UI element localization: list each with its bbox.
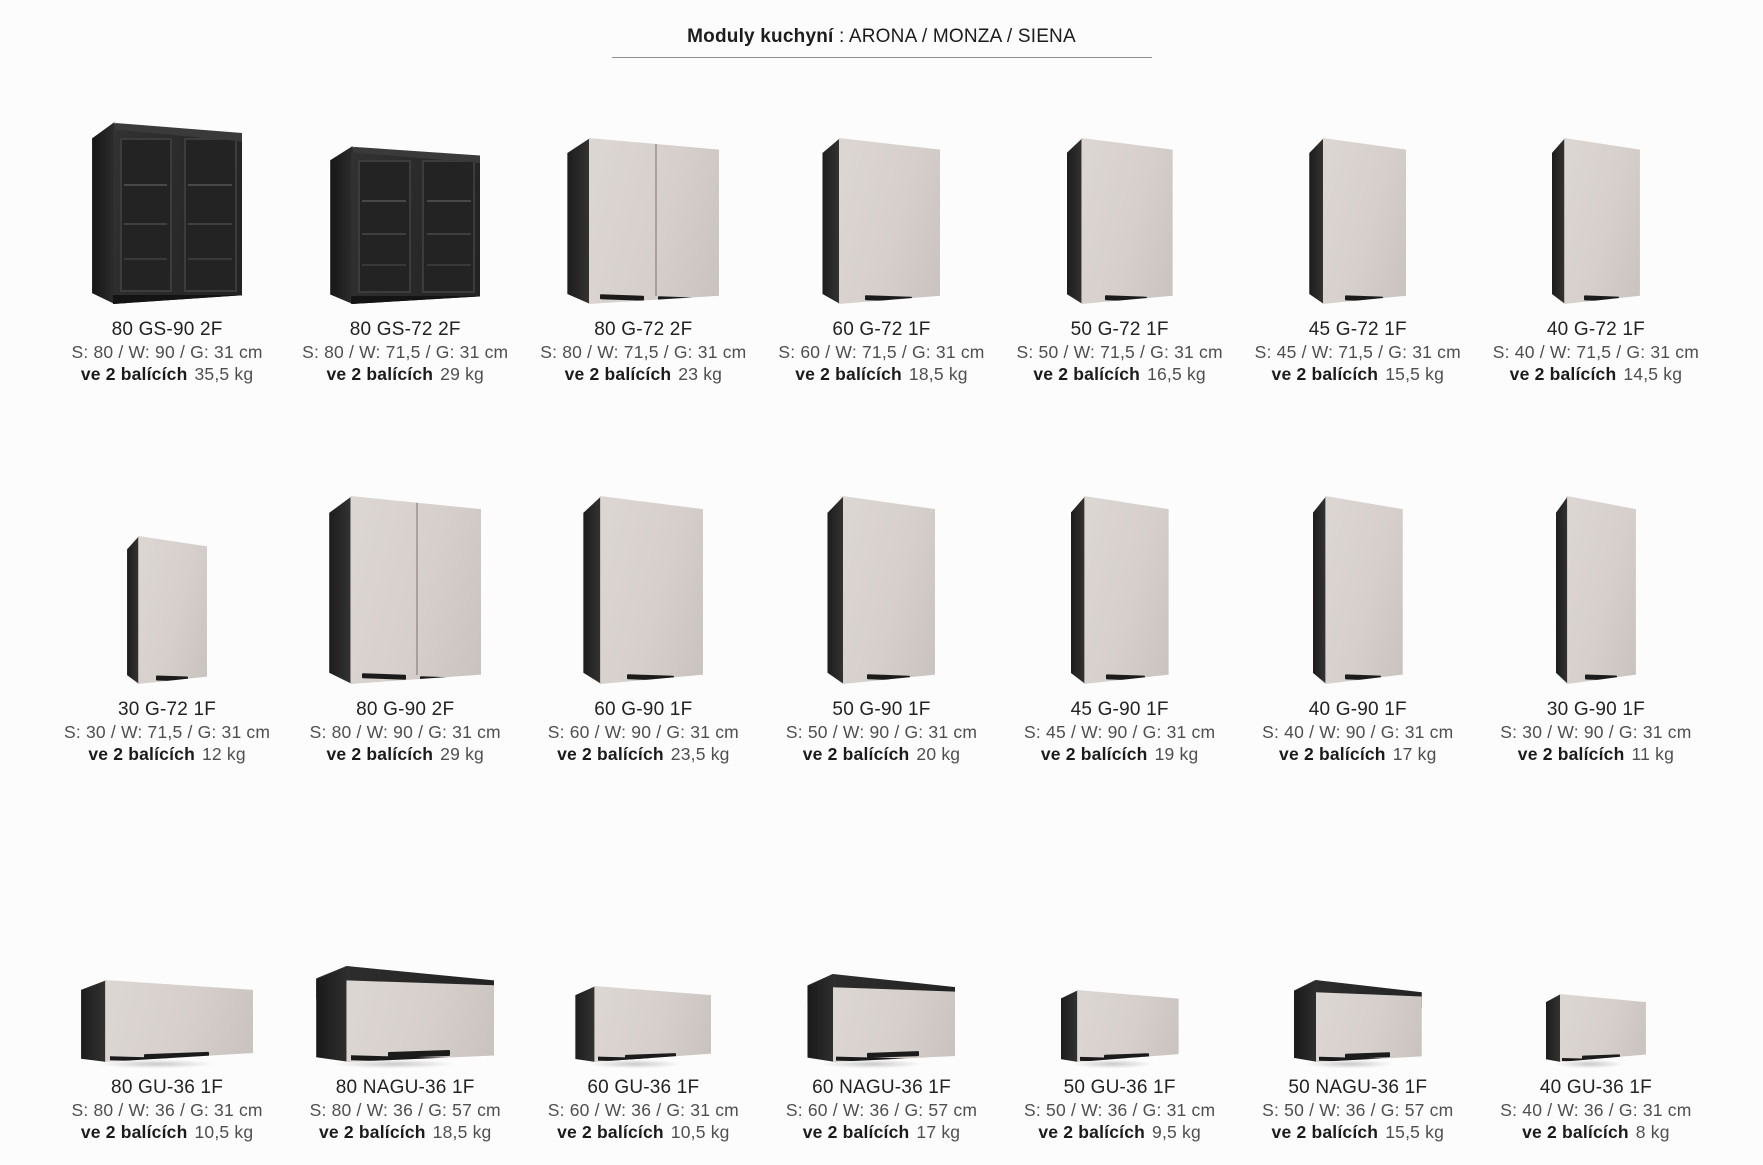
product-card <box>48 428 286 764</box>
product-dims: S: 60 / W: 36 / G: 57 cm <box>785 1100 978 1120</box>
product-name: 80 GS-90 2F <box>111 319 223 340</box>
cabinet-image <box>583 496 703 684</box>
cabinet-front <box>1323 138 1406 304</box>
product-name: 50 GU-36 1F <box>1063 1077 1176 1098</box>
product-name: 30 G-72 1F <box>118 699 217 720</box>
product-pack <box>778 364 984 384</box>
cabinet-front <box>1077 990 1178 1062</box>
product-dims: S: 40 / W: 71,5 / G: 31 cm <box>1492 342 1700 362</box>
cabinet-front <box>1564 138 1640 304</box>
pack-label: ve 2 balících <box>557 1122 664 1142</box>
cabinet-image <box>1556 496 1636 684</box>
cabinet-side-panel <box>329 496 352 684</box>
product-card <box>524 804 762 1142</box>
product-info <box>1262 700 1453 764</box>
product-dims: S: 80 / W: 71,5 / G: 31 cm <box>540 342 747 362</box>
pack-label: ve 2 balících <box>80 364 188 384</box>
product-card <box>762 92 1000 384</box>
product-info <box>310 1078 501 1142</box>
cabinet-side-panel <box>1309 138 1324 304</box>
cabinet-side-panel <box>822 138 840 304</box>
product-pack <box>71 1122 262 1142</box>
door-handle-right <box>658 297 702 304</box>
pack-weight: 8 kg <box>1635 1122 1670 1142</box>
door-handle-left <box>1105 295 1147 301</box>
product-card <box>1001 428 1239 764</box>
cabinet-side-panel <box>583 496 601 684</box>
cabinet-side-panel <box>1071 496 1086 684</box>
cabinet-image <box>127 536 207 684</box>
product-pack <box>1017 364 1223 384</box>
door-handle-right <box>420 676 464 683</box>
product-info <box>540 320 746 384</box>
product-pack <box>1262 1122 1453 1142</box>
pack-weight: 20 kg <box>916 744 961 764</box>
product-card <box>1239 428 1477 764</box>
product-dims: S: 50 / W: 71,5 / G: 31 cm <box>1016 342 1223 362</box>
cabinet-image <box>1294 980 1422 1062</box>
cabinet-front <box>351 152 480 304</box>
door-divider <box>416 499 418 675</box>
product-card <box>762 804 1000 1142</box>
door-handle-left <box>1106 675 1145 681</box>
cabinet-front <box>589 138 720 304</box>
cabinet-image <box>575 986 711 1062</box>
cabinet-front <box>594 986 711 1062</box>
cabinet-image <box>81 980 253 1062</box>
product-card <box>524 92 762 384</box>
product-dims: S: 60 / W: 90 / G: 31 cm <box>547 722 739 742</box>
product-dims: S: 80 / W: 90 / G: 31 cm <box>71 342 263 362</box>
pack-label: ve 2 balících <box>1033 364 1141 384</box>
product-name: 60 G-90 1F <box>594 699 693 720</box>
door-handle-left <box>144 1052 209 1059</box>
product-pack <box>786 744 977 764</box>
pack-weight: 17 kg <box>916 1122 961 1142</box>
cabinet-side-panel <box>807 974 835 1062</box>
product-name: 40 GU-36 1F <box>1539 1077 1652 1098</box>
pack-weight: 18,5 kg <box>432 1122 492 1142</box>
cabinet-side-panel <box>127 536 139 684</box>
product-info <box>1024 700 1215 764</box>
cabinet-side-panel <box>1294 980 1318 1062</box>
door-handle-left <box>867 675 910 681</box>
glass-door-left <box>358 160 411 294</box>
pack-label: ve 2 balících <box>318 1122 426 1142</box>
product-info <box>548 700 739 764</box>
product-card <box>48 804 286 1142</box>
cabinet-front <box>105 980 253 1062</box>
pack-weight: 19 kg <box>1154 744 1199 764</box>
product-name: 40 G-90 1F <box>1308 699 1407 720</box>
product-pack <box>1500 744 1691 764</box>
cabinet-front <box>138 536 207 684</box>
cabinet-image <box>1546 994 1646 1062</box>
pack-label: ve 2 balících <box>1509 364 1617 384</box>
cabinet-image <box>329 496 481 684</box>
cabinet-side-panel <box>1556 496 1568 684</box>
product-info <box>64 700 270 764</box>
pack-label: ve 2 balících <box>802 1122 910 1142</box>
pack-label: ve 2 balících <box>795 364 902 384</box>
product-name: 60 G-72 1F <box>832 319 931 340</box>
cabinet-front <box>1567 496 1636 684</box>
pack-weight: 35,5 kg <box>194 364 254 384</box>
cabinet-front <box>1084 496 1168 684</box>
product-dims: S: 50 / W: 36 / G: 57 cm <box>1262 1100 1454 1120</box>
cabinet-image <box>1309 138 1406 304</box>
product-pack <box>310 744 501 764</box>
product-info <box>1500 700 1691 764</box>
cabinet-image <box>567 138 719 304</box>
pack-weight: 12 kg <box>202 744 246 764</box>
door-handle-left <box>388 1050 450 1058</box>
product-pack <box>548 744 739 764</box>
cabinet-image <box>1552 138 1640 304</box>
pack-weight: 16,5 kg <box>1147 364 1206 384</box>
product-card <box>1239 804 1477 1142</box>
cabinet-side-panel <box>330 146 353 304</box>
product-info <box>302 320 508 384</box>
pack-label: ve 2 balících <box>1517 744 1625 764</box>
product-info <box>1493 320 1699 384</box>
door-handle-left <box>1584 295 1619 301</box>
pack-weight: 9,5 kg <box>1152 1122 1201 1142</box>
door-handle-left <box>1345 295 1383 301</box>
pack-weight: 18,5 kg <box>908 364 968 384</box>
product-card <box>1477 804 1715 1142</box>
product-dims: S: 40 / W: 90 / G: 31 cm <box>1262 722 1454 742</box>
cabinet-front <box>1081 138 1172 304</box>
cabinet-side-panel <box>92 122 115 304</box>
product-info <box>310 700 501 764</box>
product-info <box>1024 1078 1215 1142</box>
product-card <box>48 92 286 384</box>
pack-weight: 29 kg <box>440 364 484 384</box>
pack-weight: 23 kg <box>678 364 723 384</box>
product-name: 60 GU-36 1F <box>587 1077 700 1098</box>
product-info <box>1255 320 1461 384</box>
pack-label: ve 2 balících <box>88 744 195 764</box>
cabinet-side-panel <box>1552 138 1565 304</box>
product-info <box>1262 1078 1453 1142</box>
product-card <box>1001 92 1239 384</box>
product-card <box>286 428 524 764</box>
pack-weight: 23,5 kg <box>670 744 730 764</box>
pack-label: ve 2 balících <box>557 744 664 764</box>
cabinet-front <box>1316 992 1422 1062</box>
door-handle-left <box>867 1051 919 1058</box>
product-pack <box>64 744 270 764</box>
product-name: 80 GU-36 1F <box>111 1077 224 1098</box>
cabinet-image <box>1071 496 1169 684</box>
product-name: 60 NAGU-36 1F <box>812 1077 951 1098</box>
product-name: 80 NAGU-36 1F <box>335 1077 475 1098</box>
product-info <box>1500 1078 1691 1142</box>
product-card <box>286 804 524 1142</box>
cabinet-side-panel <box>575 986 595 1062</box>
cabinet-image <box>1313 496 1403 684</box>
product-row-3 <box>0 804 1763 1142</box>
cabinet-side-panel <box>1061 990 1079 1062</box>
door-handle-left <box>156 675 188 681</box>
door-handle-left <box>627 674 674 681</box>
pack-weight: 29 kg <box>440 744 484 764</box>
cabinet-image <box>1067 138 1173 304</box>
glass-door-right <box>422 160 475 294</box>
product-row-1 <box>0 92 1763 384</box>
pack-label: ve 2 balících <box>326 364 434 384</box>
pack-weight: 17 kg <box>1392 744 1437 764</box>
door-handle-left <box>1345 675 1381 681</box>
pack-label: ve 2 balících <box>1271 1122 1379 1142</box>
glass-door-right <box>184 138 237 292</box>
pack-weight: 15,5 kg <box>1385 1122 1445 1142</box>
page-title-models: : ARONA / MONZA / SIENA <box>833 26 1076 47</box>
product-dims: S: 80 / W: 36 / G: 57 cm <box>309 1100 501 1120</box>
pack-label: ve 2 balících <box>802 744 910 764</box>
product-info <box>71 320 262 384</box>
door-handle-left <box>625 1053 676 1059</box>
product-pack <box>1500 1122 1691 1142</box>
product-name: 80 G-90 2F <box>356 699 455 720</box>
cabinet-side-panel <box>567 138 590 304</box>
pack-label: ve 2 balících <box>80 1122 188 1142</box>
title-underline <box>612 26 1152 58</box>
pack-weight: 10,5 kg <box>670 1122 730 1142</box>
door-handle-left <box>600 294 644 301</box>
pack-label: ve 2 balících <box>1522 1122 1629 1142</box>
cabinet-front <box>600 496 703 684</box>
cabinet-front <box>346 980 494 1062</box>
product-pack <box>786 1122 977 1142</box>
door-handle-left <box>1582 1054 1620 1059</box>
product-pack <box>1493 364 1699 384</box>
product-info <box>786 700 977 764</box>
pack-label: ve 2 balících <box>564 364 672 384</box>
product-name: 50 G-90 1F <box>832 699 931 720</box>
page-title <box>687 26 1076 47</box>
product-name: 45 G-72 1F <box>1308 319 1407 340</box>
product-dims: S: 30 / W: 71,5 / G: 31 cm <box>63 722 271 742</box>
cabinet-side-panel <box>1067 138 1083 304</box>
cabinet-image <box>1061 990 1179 1062</box>
product-name: 40 G-72 1F <box>1546 319 1645 340</box>
product-dims: S: 50 / W: 90 / G: 31 cm <box>785 722 978 742</box>
product-card <box>1239 92 1477 384</box>
cabinet-front <box>833 987 956 1062</box>
page-header <box>0 0 1763 58</box>
pack-label: ve 2 balících <box>1279 744 1386 764</box>
cabinet-image <box>822 138 940 304</box>
product-card <box>1477 428 1715 764</box>
product-name: 80 GS-72 2F <box>349 319 461 340</box>
product-dims: S: 45 / W: 90 / G: 31 cm <box>1024 722 1216 742</box>
product-card <box>1001 804 1239 1142</box>
cabinet-front <box>1560 994 1646 1062</box>
door-divider <box>655 140 657 295</box>
product-dims: S: 45 / W: 71,5 / G: 31 cm <box>1254 342 1461 362</box>
door-handle-left <box>865 295 912 302</box>
pack-weight: 11 kg <box>1631 744 1674 764</box>
product-pack <box>548 1122 739 1142</box>
product-pack <box>1262 744 1453 764</box>
product-name: 30 G-90 1F <box>1546 699 1645 720</box>
product-card <box>1477 92 1715 384</box>
pack-label: ve 2 balících <box>1040 744 1148 764</box>
page-title-label: Moduly kuchyní <box>687 26 834 47</box>
product-dims: S: 80 / W: 71,5 / G: 31 cm <box>302 342 509 362</box>
pack-weight: 15,5 kg <box>1385 364 1445 384</box>
product-pack <box>302 364 508 384</box>
product-dims: S: 60 / W: 71,5 / G: 31 cm <box>778 342 985 362</box>
cabinet-image <box>807 974 955 1062</box>
door-handle-left <box>1585 675 1617 681</box>
cabinet-side-panel <box>1546 994 1561 1062</box>
product-info <box>1017 320 1223 384</box>
product-info <box>71 1078 262 1142</box>
cabinet-front <box>839 138 940 304</box>
door-handle-left <box>1104 1053 1149 1059</box>
door-handle-left <box>362 674 406 681</box>
door-handle-left <box>1345 1052 1390 1058</box>
product-dims: S: 40 / W: 36 / G: 31 cm <box>1500 1100 1692 1120</box>
product-dims: S: 80 / W: 36 / G: 31 cm <box>71 1100 263 1120</box>
cabinet-front <box>843 496 936 684</box>
product-card <box>524 428 762 764</box>
cabinet-side-panel <box>81 980 107 1062</box>
cabinet-front <box>350 496 481 684</box>
product-pack <box>310 1122 501 1142</box>
product-pack <box>1255 364 1461 384</box>
product-card <box>762 428 1000 764</box>
pack-label: ve 2 balících <box>1271 364 1379 384</box>
product-dims: S: 80 / W: 90 / G: 31 cm <box>309 722 501 742</box>
cabinet-side-panel <box>827 496 843 684</box>
product-name: 45 G-90 1F <box>1070 699 1169 720</box>
cabinet-image <box>330 146 480 304</box>
product-info <box>786 1078 977 1142</box>
cabinet-front <box>113 129 242 304</box>
product-dims: S: 50 / W: 36 / G: 31 cm <box>1024 1100 1216 1120</box>
pack-label: ve 2 balících <box>1038 1122 1146 1142</box>
cabinet-image <box>316 966 494 1062</box>
product-info <box>548 1078 739 1142</box>
product-card <box>286 92 524 384</box>
product-pack <box>1024 744 1215 764</box>
cabinet-front <box>1325 496 1402 684</box>
pack-weight: 10,5 kg <box>194 1122 254 1142</box>
product-pack <box>540 364 746 384</box>
product-name: 80 G-72 2F <box>594 319 693 340</box>
product-dims: S: 60 / W: 36 / G: 31 cm <box>547 1100 739 1120</box>
pack-weight: 14,5 kg <box>1623 364 1683 384</box>
product-name: 50 NAGU-36 1F <box>1288 1077 1428 1098</box>
product-pack <box>71 364 262 384</box>
pack-label: ve 2 balících <box>326 744 434 764</box>
cabinet-image <box>92 122 242 304</box>
cabinet-side-panel <box>316 966 350 1062</box>
product-name: 50 G-72 1F <box>1070 319 1169 340</box>
cabinet-image <box>827 496 935 684</box>
product-row-2 <box>0 428 1763 764</box>
product-pack <box>1024 1122 1215 1142</box>
glass-door-left <box>120 138 173 292</box>
product-dims: S: 30 / W: 90 / G: 31 cm <box>1500 722 1692 742</box>
product-info <box>778 320 984 384</box>
cabinet-side-panel <box>1313 496 1327 684</box>
